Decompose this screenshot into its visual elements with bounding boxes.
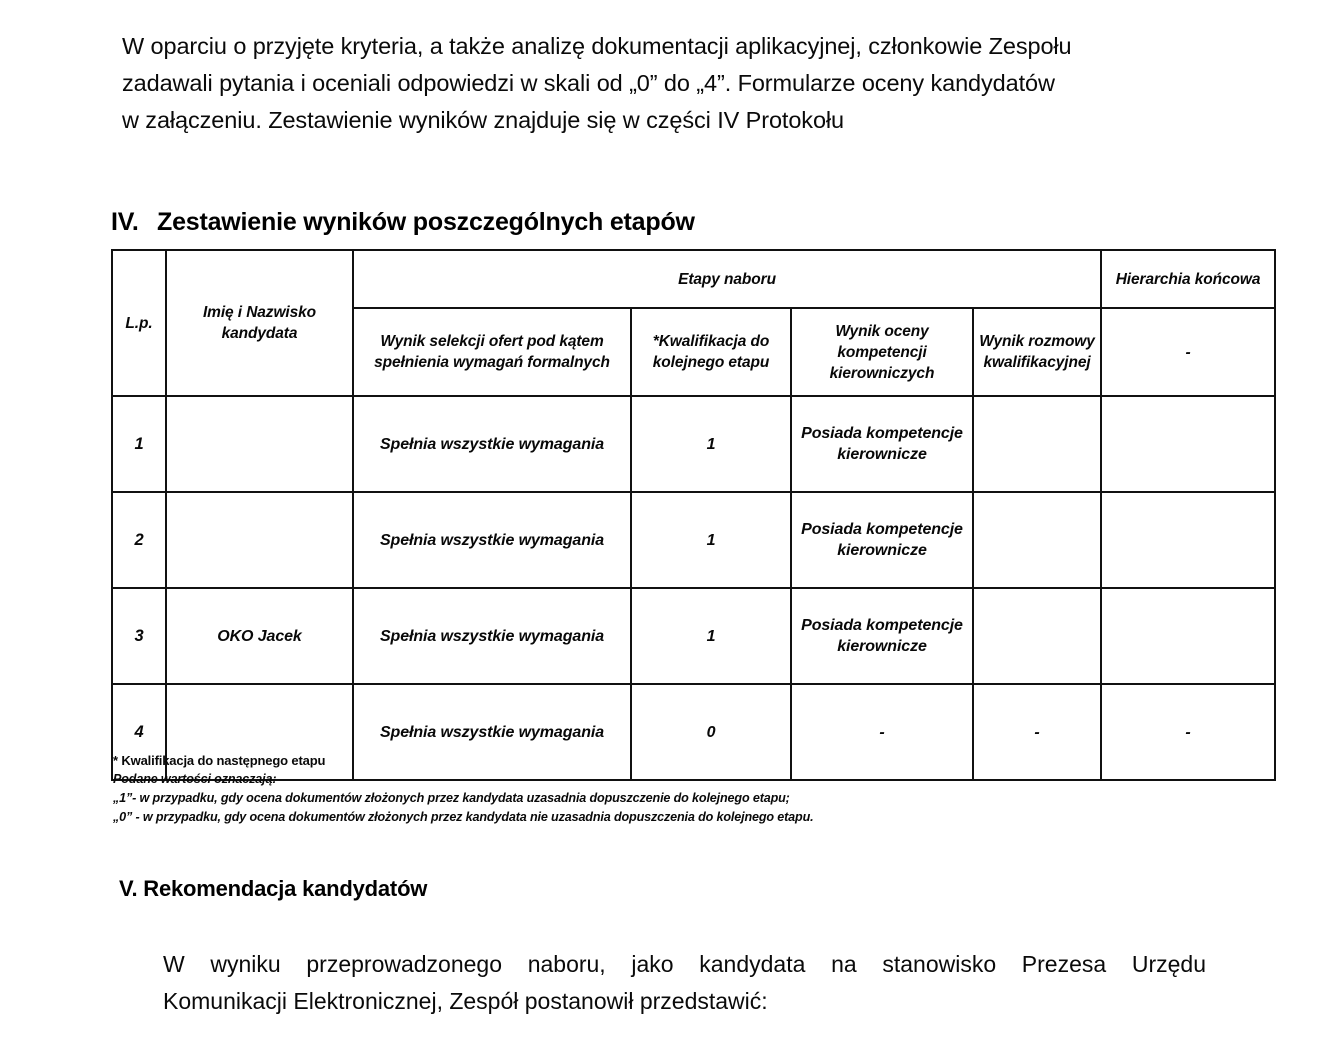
row-managerial-competence: - (791, 684, 973, 780)
row-managerial-competence: Posiada kompetencje kierownicze (791, 588, 973, 684)
section-iv-heading (111, 208, 695, 237)
table-row (112, 396, 1275, 492)
intro-line-1: W oparciu o przyjęte kryteria, a także analizę dokumentacji aplikacyjnej, członkowie Zespołu (122, 33, 1072, 59)
header-offer-selection: Wynik selekcji ofert pod kątem spełnienia wymagań formalnych (353, 308, 631, 396)
footnote-lead: Podane wartości oznaczają: (113, 772, 277, 786)
header-interview-result: Wynik rozmowy kwalifikacyjnej (973, 308, 1101, 396)
header-qualification: *Kwalifikacja do kolejnego etapu (631, 308, 791, 396)
intro-line-2: zadawali pytania i oceniali odpowiedzi w skali od „0” do „4”. Formularze oceny kandydatów (122, 70, 1055, 96)
intro-line-3: w załączeniu. Zestawienie wyników znajduje się w części IV Protokołu (122, 107, 845, 133)
row-offer-selection: Spełnia wszystkie wymagania (353, 492, 631, 588)
row-managerial-competence: Posiada kompetencje kierownicze (791, 396, 973, 492)
row-interview-result (973, 492, 1101, 588)
results-table (111, 249, 1276, 781)
header-final-hierarchy-value: - (1101, 308, 1275, 396)
row-final-hierarchy: - (1101, 684, 1275, 780)
section-v-heading: V. Rekomendacja kandydatów (119, 876, 428, 901)
row-qualification: 0 (631, 684, 791, 780)
row-index: 2 (112, 492, 166, 588)
footnote-value-zero: „0” - w przypadku, gdy ocena dokumentów złożonych przez kandydata nie uzasadnia dopuszczenia do kolejnego etapu. (113, 810, 814, 824)
row-interview-result (973, 588, 1101, 684)
section-iv-title: Zestawienie wyników poszczególnych etapów (157, 208, 695, 236)
footnote-title: * Kwalifikacja do następnego etapu (113, 753, 326, 768)
row-candidate-name (166, 396, 353, 492)
row-offer-selection: Spełnia wszystkie wymagania (353, 684, 631, 780)
row-qualification: 1 (631, 588, 791, 684)
row-index: 4 (112, 684, 166, 780)
row-offer-selection: Spełnia wszystkie wymagania (353, 588, 631, 684)
row-offer-selection: Spełnia wszystkie wymagania (353, 396, 631, 492)
table-row (112, 492, 1275, 588)
row-managerial-competence: Posiada kompetencje kierownicze (791, 492, 973, 588)
intro-paragraph (122, 28, 1212, 139)
section-iv-number: IV. (111, 208, 139, 236)
table-footnotes (113, 752, 873, 827)
row-final-hierarchy (1101, 588, 1275, 684)
row-final-hierarchy (1101, 492, 1275, 588)
row-index: 1 (112, 396, 166, 492)
header-stages-group: Etapy naboru (353, 250, 1101, 308)
row-final-hierarchy (1101, 396, 1275, 492)
row-candidate-name: OKO Jacek (166, 588, 353, 684)
header-managerial-competence: Wynik oceny kompetencji kierowniczych (791, 308, 973, 396)
row-interview-result: - (973, 684, 1101, 780)
section-v-paragraph-line-2: Komunikacji Elektronicznej, Zespół postanowił przedstawić: (163, 988, 768, 1014)
section-v-paragraph-line-1: W wyniku przeprowadzonego naboru, jako kandydata na stanowisko Prezesa Urzędu (163, 951, 1206, 977)
row-interview-result (973, 396, 1101, 492)
row-index: 3 (112, 588, 166, 684)
results-table-container (111, 249, 1274, 781)
footnote-value-one: „1”- w przypadku, gdy ocena dokumentów złożonych przez kandydata uzasadnia dopuszczenie do kolejnego etapu; (113, 791, 790, 805)
row-qualification: 1 (631, 396, 791, 492)
table-header-row-top (112, 250, 1275, 308)
section-v-paragraph (163, 946, 1206, 1020)
row-candidate-name (166, 492, 353, 588)
header-lp: L.p. (112, 250, 166, 396)
row-qualification: 1 (631, 492, 791, 588)
header-candidate-name: Imię i Nazwisko kandydata (166, 250, 353, 396)
header-final-hierarchy: Hierarchia końcowa (1101, 250, 1275, 308)
table-row (112, 588, 1275, 684)
